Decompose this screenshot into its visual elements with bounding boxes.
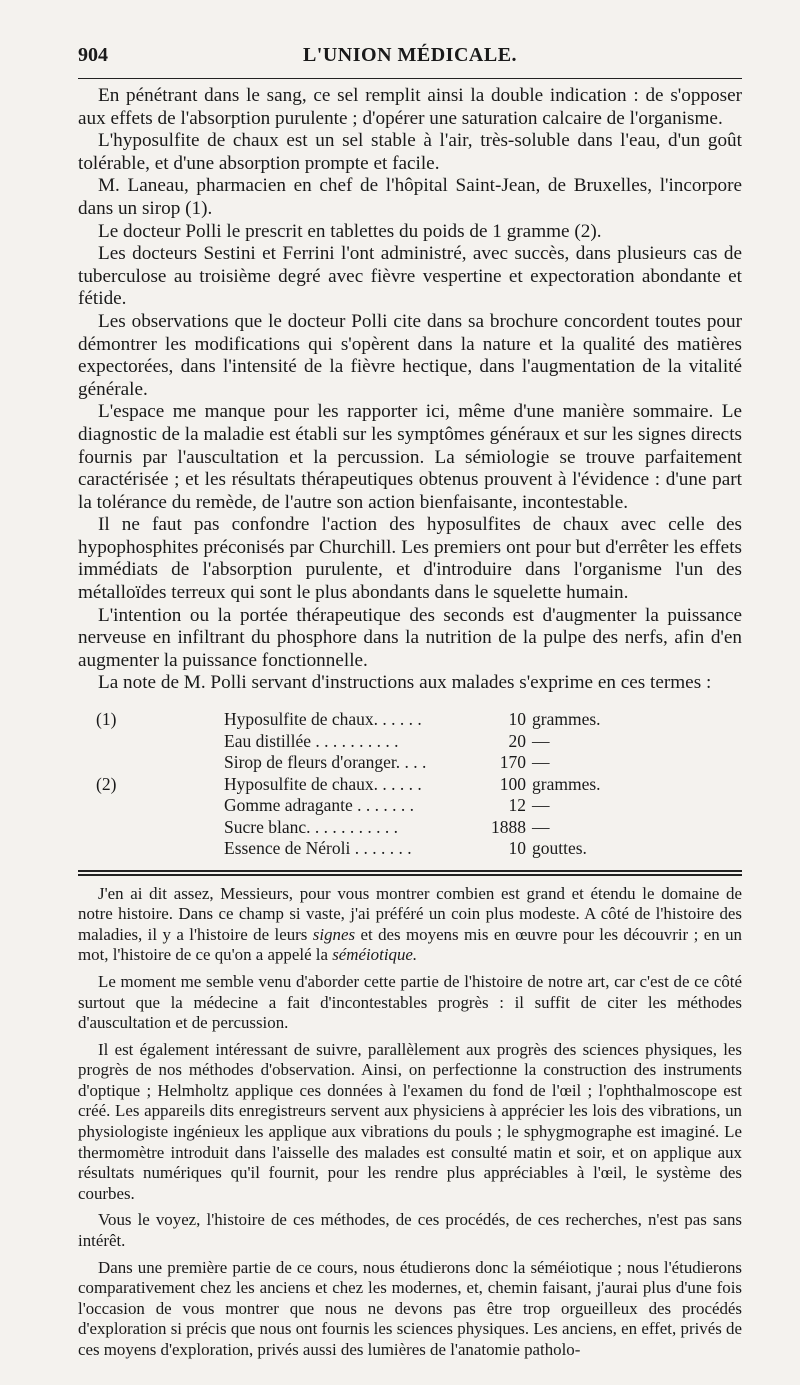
quantity: 12: [508, 795, 526, 816]
recipe-row: [78, 709, 742, 731]
recipe-row: [78, 795, 742, 817]
footnote-label: [78, 795, 224, 817]
recipe-row: [78, 731, 742, 753]
paragraph: L'hyposulfite de chaux est un sel stable à l'air, très-soluble dans l'eau, d'un goût tolérable, et d'une absorption prompte et facile.: [78, 130, 742, 174]
paragraph: La note de M. Polli servant d'instructions aux malades s'exprime en ces termes :: [98, 672, 712, 694]
lecture-paragraph: [78, 884, 742, 966]
unit: —: [532, 730, 550, 751]
recipe-row: [78, 838, 742, 860]
emphasis: signes: [312, 924, 356, 944]
quantity: 100: [499, 773, 526, 794]
paragraph: Les docteurs Sestini et Ferrini l'ont administré, avec succès, dans plusieurs cas de tuberculose au troisième degré avec fièvre vespertine et expectoration abondante et fétide.: [78, 243, 742, 310]
quantity: 170: [499, 752, 526, 773]
footnote-recipes: [78, 709, 742, 860]
page-header: [78, 44, 742, 78]
recipe-row: [78, 752, 742, 774]
ingredient: Essence de Néroli . . . . . . .: [224, 838, 412, 859]
running-title: L'UNION MÉDICALE.: [302, 44, 518, 66]
recipe-row: [78, 774, 742, 796]
lecture-paragraph: Dans une première partie de ce cours, nous étudierons donc la séméiotique ; nous l'étudierons comparativement chez les anciens et chez les modernes, et, chemin faisant, j'aurai plus d'une fois l'occasion de vous montrer que nous ne devons pas être trop orgueilleux des procédés d'exploration si précis que nous ont fournis les sciences physiques. Les anciens, en effet, privés de ces moyens d'exploration, privés aussi des lumières de l'anatomie patholo-: [78, 1257, 742, 1359]
unit: —: [532, 795, 550, 816]
ingredient: Hyposulfite de chaux. . . . . .: [224, 773, 422, 794]
ingredient: Hyposulfite de chaux. . . . . .: [224, 709, 422, 730]
footnote-label: (1): [96, 709, 117, 730]
footnote-label: [78, 731, 224, 753]
paragraph: Il ne faut pas confondre l'action des hyposulfites de chaux avec celle des hypophosphites préconisés par Churchill. Les premiers ont pour but d'errêter les effets immédiats de l'absorption purulente, et d'introduire dans l'organisme l'un des métalloïdes terreux qui sont le plus abondants dans le squelette humain.: [78, 514, 742, 604]
header-rule: [78, 78, 742, 79]
ingredient: Sucre blanc. . . . . . . . . . .: [224, 816, 398, 837]
lecture-section: [78, 884, 742, 1361]
paragraph: Les observations que le docteur Polli cite dans sa brochure concordent toutes pour démontrer les modifications qui s'opèrent dans la nature et la qualité des matières expectorées, dans l'intensité de la fièvre hectique, dans l'augmentation de la vitalité générale.: [78, 310, 742, 400]
quantity: 1888: [491, 816, 526, 837]
quantity: 20: [508, 730, 526, 751]
unit: —: [532, 816, 550, 837]
unit: —: [532, 752, 550, 773]
ingredient: Eau distillée . . . . . . . . . .: [224, 730, 399, 751]
footnote-label: [78, 752, 224, 774]
paragraph: Le docteur Polli le prescrit en tablettes du poids de 1 gramme (2).: [98, 220, 602, 242]
paragraph: En pénétrant dans le sang, ce sel remplit ainsi la double indication : de s'opposer aux effets de l'absorption purulente ; d'opérer une saturation calcaire de l'organisme.: [78, 85, 742, 129]
footnote-label: (2): [96, 773, 117, 794]
footnote-label: [78, 838, 224, 860]
ingredient: Gomme adragante . . . . . . .: [224, 795, 415, 816]
unit: grammes.: [532, 709, 601, 730]
unit: grammes.: [532, 773, 601, 794]
quantity: 10: [508, 838, 526, 859]
unit: gouttes.: [532, 838, 587, 859]
paragraph: M. Laneau, pharmacien en chef de l'hôpital Saint-Jean, de Bruxelles, l'incorpore dans un sirop (1).: [78, 175, 742, 219]
quantity: 10: [508, 709, 526, 730]
ingredient: Sirop de fleurs d'oranger. . . .: [224, 752, 427, 773]
article-body: [78, 85, 742, 695]
paragraph: L'espace me manque pour les rapporter ici, même d'une manière sommaire. Le diagnostic de la maladie est établi sur les symptômes généraux et sur les signes directs fournis par l'auscultation et la percussion. La sémiologie se trouve parfaitement caractérisée ; et les résultats thérapeutiques obtenus prouvent à l'évidence : d'une part la tolérance du remède, de l'autre son action bienfaisante, incontestable.: [78, 401, 742, 513]
page-number: 904: [78, 44, 108, 66]
footnote-label: [78, 817, 224, 839]
section-divider: [78, 870, 742, 876]
paragraph: L'intention ou la portée thérapeutique des seconds est d'augmenter la puissance nerveuse en infiltrant du phosphore dans la nutrition de la pulpe des nerfs, afin d'en augmenter la puissance fonctionnelle.: [78, 604, 742, 671]
recipe-row: [78, 817, 742, 839]
text-run: J'en ai dit assez, Messieurs, pour vous montrer combien est grand et étendu le domaine de notre histoire. Dans ce champ si vaste, j'ai préféré un coin plus modeste. A côté de l'histoire des maladies, il y a l'histoire de leurs: [78, 883, 742, 944]
lecture-paragraph: Le moment me semble venu d'aborder cette partie de l'histoire de notre art, car c'est de ce côté surtout que la médecine a fait d'incontestables progrès : il suffit de citer les méthodes d'auscultation et de percussion.: [78, 971, 742, 1033]
lecture-paragraph: Il est également intéressant de suivre, parallèlement aux progrès des sciences physiques, les progrès de nos méthodes d'observation. Ainsi, on perfectionne la construction des instruments d'optique ; Helmholtz applique ces données à l'examen du fond de l'œil ; l'ophthalmoscope est créé. Les appareils dits enregistreurs servent aux physiciens à apprécier les lois des vibrations, un physiologiste ingénieux les applique aux vibrations du pouls ; le sphygmographe est imaginé. Le thermomètre introduit dans l'aisselle des malades est consulté matin et soir, et on applique aux résultats numériques qu'il fournit, pour les rendre plus appréciables à l'œil, le système des courbes.: [78, 1039, 742, 1203]
text-run: et des moyens mis en œuvre pour les découvrir ; en un mot, l'histoire de ce qu'on a appelé la: [78, 924, 742, 965]
emphasis: séméiotique.: [332, 945, 418, 965]
lecture-paragraph: Vous le voyez, l'histoire de ces méthodes, de ces procédés, de ces recherches, n'est pas sans intérêt.: [78, 1210, 742, 1251]
